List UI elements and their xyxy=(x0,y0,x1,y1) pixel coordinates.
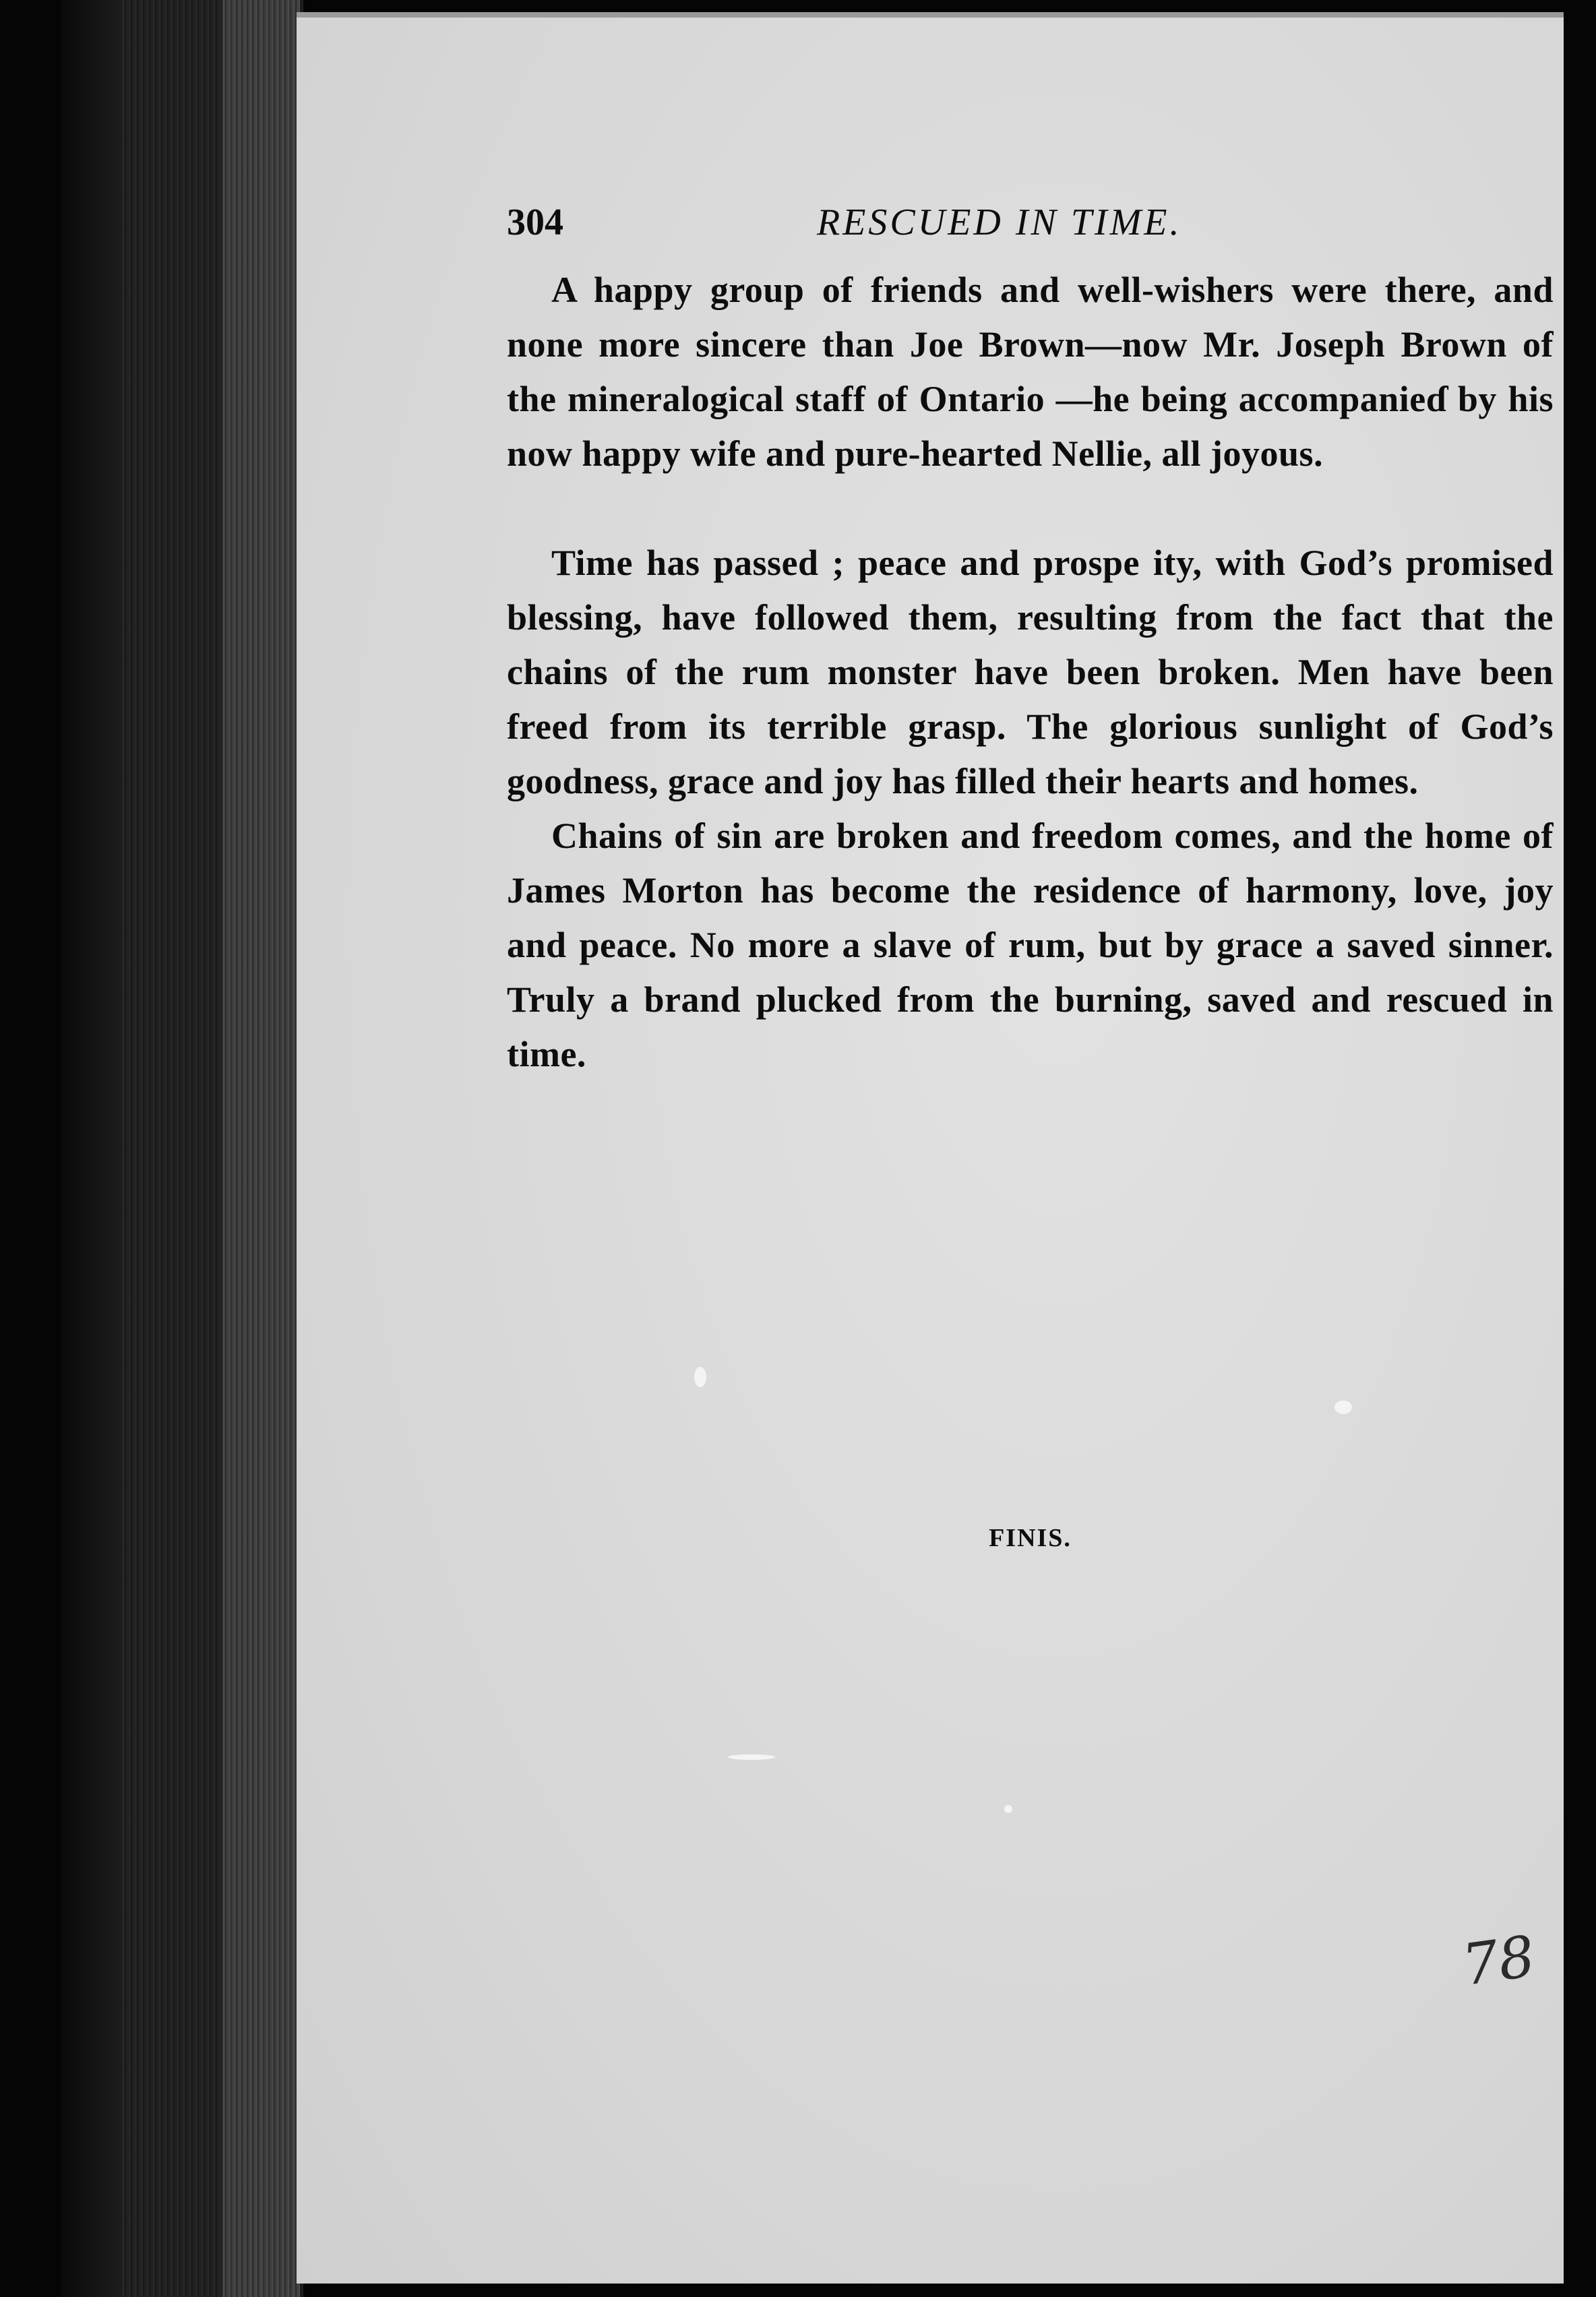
speck xyxy=(1004,1805,1012,1813)
running-head xyxy=(507,195,1554,249)
handwritten-mark: 78 xyxy=(1458,1923,1539,1998)
speck xyxy=(728,1754,775,1760)
running-title: RESCUED IN TIME. xyxy=(817,202,1182,243)
page-number: 304 xyxy=(507,202,563,243)
text-block xyxy=(507,195,1554,1552)
speck xyxy=(1334,1401,1352,1414)
binding-shadow xyxy=(61,0,121,2297)
top-edge xyxy=(297,12,1564,18)
finis-label: FINIS. xyxy=(989,1524,1072,1552)
paragraph-1: A happy group of friends and well-wishers were there, and none more sincere than Joe Brown—now Mr. Joseph Brown of the mineralogical staff of Ontario —he being accompanieɗ by his now happy wife and pure-hearted Nellie, all joyous. xyxy=(507,270,1554,474)
paragraph-3: Chains of sin are broken and freedom comes, and the home of James Morton has become the residence of harmony, love, joy and peace. No more a slave of rum, but by grace a saved sinner. Truly a brand plucked from the burning, saved and rescued in time. xyxy=(507,816,1554,1074)
speck xyxy=(694,1367,706,1387)
page-edges xyxy=(222,0,300,2297)
paragraph-2: Time has passed ; peace and prospe ity, with God’s promised blessing, have followed them, resulting from the fact that the chains of the rum monster have been broken. Men have been freed from its terrible grasp. The glorious sunlight of God’s goodness, grace and joy has filled their hearts and homes. xyxy=(507,543,1554,801)
